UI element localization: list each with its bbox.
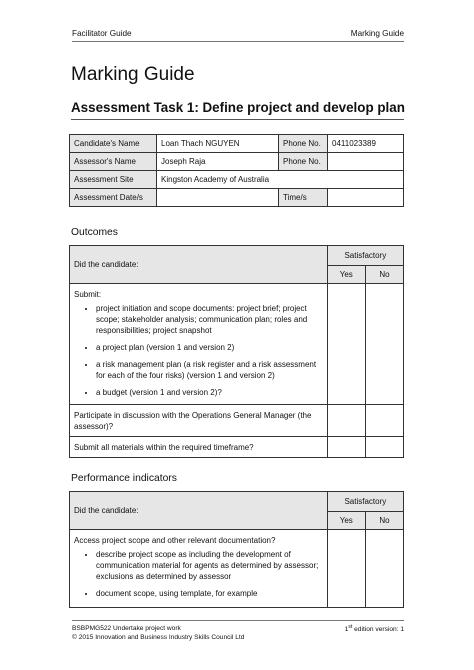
edition-number: 1 xyxy=(344,626,349,634)
performance-did-label: Did the candidate: xyxy=(70,492,328,530)
candidate-info-table xyxy=(69,134,404,207)
table-row xyxy=(70,153,404,171)
assessment-site-value[interactable]: Kingston Academy of Australia xyxy=(157,171,404,189)
list-item: • document scope, using template, for example xyxy=(96,588,323,599)
table-row xyxy=(70,437,404,458)
table-row xyxy=(70,189,404,207)
performance-table xyxy=(69,491,404,608)
assessment-date-value[interactable] xyxy=(157,189,279,207)
page-title: Marking Guide xyxy=(71,64,195,85)
outcomes-discussion-yes-cell[interactable] xyxy=(327,405,365,437)
footer-unit-code: BSBPMG522 Undertake project work xyxy=(72,625,181,632)
table-row xyxy=(70,171,404,189)
performance-access-cell xyxy=(70,530,328,608)
header-left-text: Facilitator Guide xyxy=(72,29,132,38)
candidate-name-label: Candidate's Name xyxy=(70,135,157,153)
list-item: • project initiation and scope documents: project brief; project scope; stakeholder analysis; communication plan; roles and responsibilities; project snapshot xyxy=(96,303,323,336)
assessment-site-label: Assessment Site xyxy=(70,171,157,189)
performance-access-yes-cell[interactable] xyxy=(327,530,365,608)
assessor-name-value[interactable]: Joseph Raja xyxy=(157,153,279,171)
performance-access-no-cell[interactable] xyxy=(365,530,403,608)
outcomes-heading: Outcomes xyxy=(71,227,118,238)
submit-label: Submit: xyxy=(74,290,102,299)
list-item: • a budget (version 1 and version 2)? xyxy=(96,387,323,398)
table-row xyxy=(70,246,404,266)
outcomes-no-label: No xyxy=(365,266,403,284)
outcomes-submit-yes-cell[interactable] xyxy=(327,284,365,405)
edition-text: edition version: 1 xyxy=(352,626,404,634)
table-row xyxy=(70,135,404,153)
access-list xyxy=(74,549,323,599)
page-subtitle: Assessment Task 1: Define project and develop plan xyxy=(71,100,404,120)
outcomes-discussion-no-cell[interactable] xyxy=(365,405,403,437)
performance-yes-label: Yes xyxy=(327,512,365,530)
footer-copyright: © 2015 Innovation and Business Industry Skills Council Ltd xyxy=(72,634,245,641)
access-text: Access project scope and other relevant documentation? xyxy=(74,536,276,545)
footer-left xyxy=(72,624,244,642)
time-label: Time/s xyxy=(279,189,328,207)
table-row xyxy=(70,492,404,512)
edition-superscript: st xyxy=(348,624,353,630)
page-header xyxy=(72,27,404,42)
phone2-label: Phone No. xyxy=(279,153,328,171)
table-row xyxy=(70,284,404,405)
phone2-value[interactable] xyxy=(328,153,404,171)
outcomes-discussion-cell xyxy=(70,405,328,437)
outcomes-timeframe-cell xyxy=(70,437,328,458)
page-footer xyxy=(72,620,404,641)
table-row xyxy=(70,405,404,437)
table-row xyxy=(70,530,404,608)
performance-no-label: No xyxy=(365,512,403,530)
outcomes-timeframe-no-cell[interactable] xyxy=(365,437,403,458)
time-value[interactable] xyxy=(328,189,404,207)
outcomes-submit-cell xyxy=(70,284,328,405)
outcomes-table xyxy=(69,245,404,458)
performance-satisfactory-label: Satisfactory xyxy=(327,492,403,512)
assessment-date-label: Assessment Date/s xyxy=(70,189,157,207)
outcomes-did-label: Did the candidate: xyxy=(70,246,328,284)
assessor-name-label: Assessor's Name xyxy=(70,153,157,171)
footer-edition xyxy=(345,624,404,633)
outcomes-satisfactory-label: Satisfactory xyxy=(327,246,403,266)
phone-value[interactable]: 0411023389 xyxy=(328,135,404,153)
phone-label: Phone No. xyxy=(279,135,328,153)
performance-heading: Performance indicators xyxy=(71,473,177,484)
submit-list xyxy=(74,303,323,398)
timeframe-text: Submit all materials within the required timeframe? xyxy=(74,443,254,452)
outcomes-submit-no-cell[interactable] xyxy=(365,284,403,405)
list-item: • a risk management plan (a risk register and a risk assessment for each of the four risks) (version 1 and version 2) xyxy=(96,359,323,381)
list-item: • a project plan (version 1 and version 2) xyxy=(96,342,323,353)
candidate-name-value[interactable]: Loan Thach NGUYEN xyxy=(157,135,279,153)
outcomes-yes-label: Yes xyxy=(327,266,365,284)
discussion-text: Participate in discussion with the Operations General Manager (the assessor)? xyxy=(74,411,312,431)
outcomes-timeframe-yes-cell[interactable] xyxy=(327,437,365,458)
header-right-text: Marking Guide xyxy=(350,29,404,38)
list-item: • describe project scope as including the development of communication material for agents as determined by assessor; exclusions as determined by assessor xyxy=(96,549,323,582)
